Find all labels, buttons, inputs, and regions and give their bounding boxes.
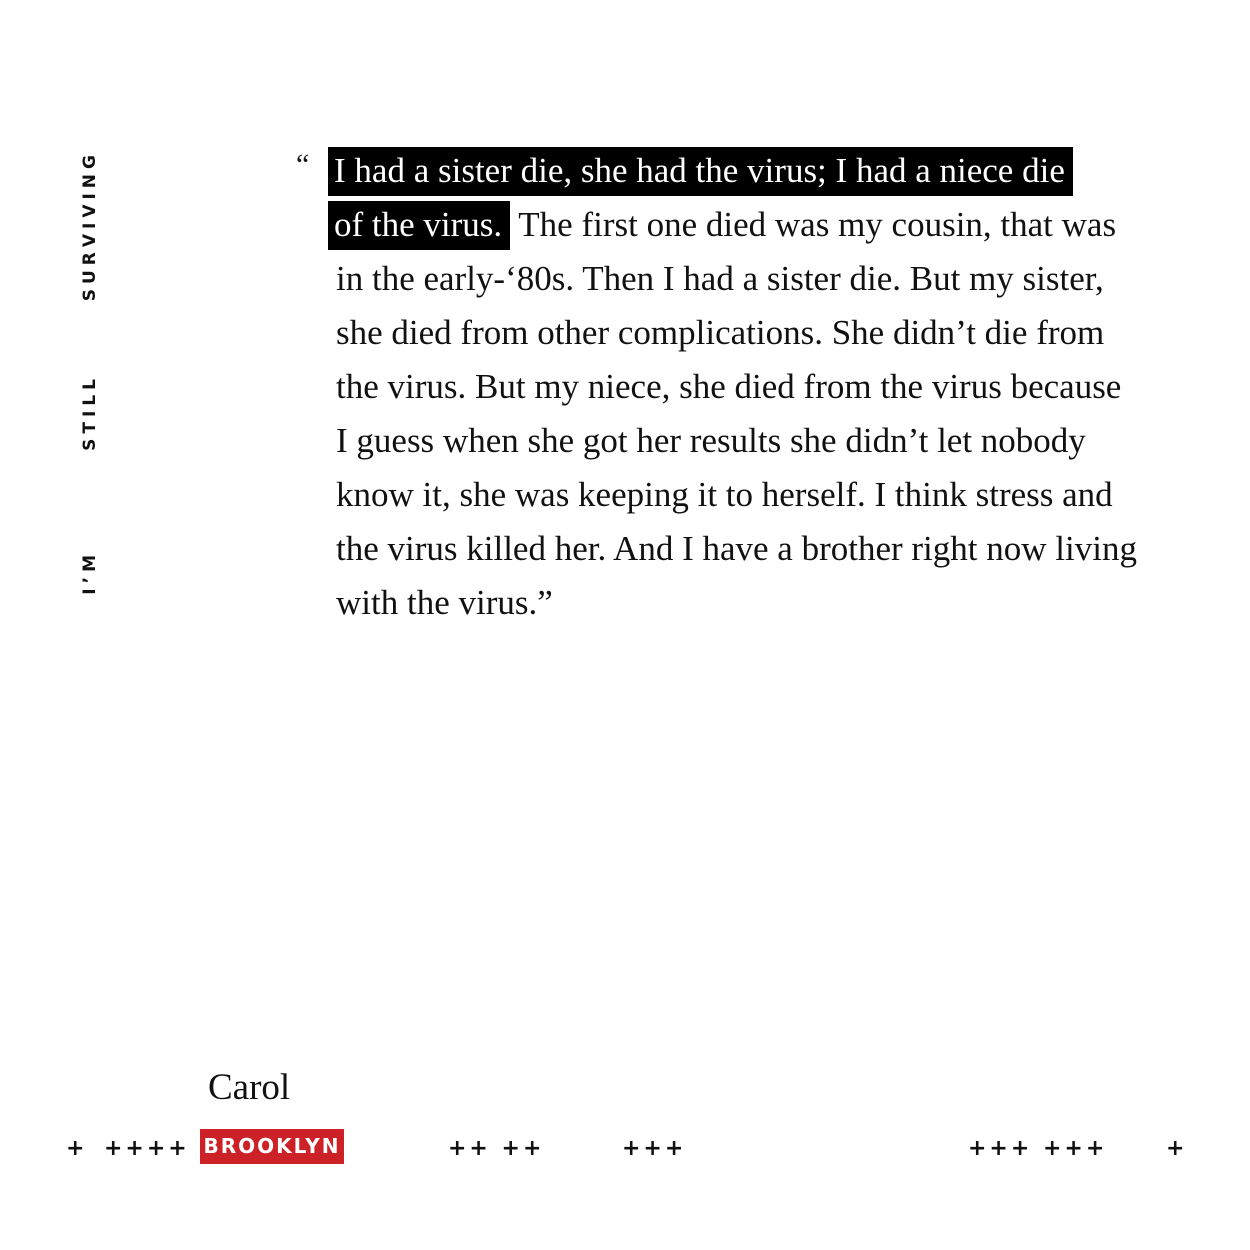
plus-decoration: +++ [622, 1136, 687, 1161]
quote-line-3: in the early-‘80s. Then I had a sister die. But my sister, [336, 259, 1104, 298]
quote-line-1 [336, 144, 1216, 198]
plus-decoration: +++ +++ [968, 1136, 1108, 1161]
quote-highlight-1: I had a sister die, she had the virus; I had a niece die [328, 147, 1073, 196]
plus-decoration: + [66, 1136, 88, 1161]
title-word-surviving: SURVIVING [80, 150, 100, 302]
quote-line-5: the virus. But my niece, she died from the virus because [336, 367, 1122, 406]
quote-line-9: with the virus.” [336, 583, 553, 622]
speaker-name: Carol [208, 1067, 291, 1108]
quote-line-2 [336, 198, 1216, 252]
plus-decoration: ++ ++ [448, 1136, 545, 1161]
location-badge: BROOKLYN [200, 1129, 344, 1164]
quote-line-4: she died from other complications. She didn’t die from [336, 313, 1105, 352]
title-word-still: STILL [80, 374, 100, 451]
plus-decoration: ++++ [104, 1136, 190, 1161]
open-quote-mark: “ [296, 148, 310, 181]
quote-line-7: know it, she was keeping it to herself. I think stress and [336, 475, 1113, 514]
vertical-title [78, 150, 102, 600]
quote-line-2-rest: The first one died was my cousin, that was [518, 205, 1117, 244]
quote-text [336, 144, 1216, 630]
quote-highlight-2: of the virus. [328, 201, 510, 250]
plus-decoration: + [1166, 1136, 1188, 1161]
quote-line-8: the virus killed her. And I have a brother right now living [336, 529, 1137, 568]
title-word-im: I’M [80, 550, 100, 595]
quote-line-6: I guess when she got her results she didn’t let nobody [336, 421, 1086, 460]
